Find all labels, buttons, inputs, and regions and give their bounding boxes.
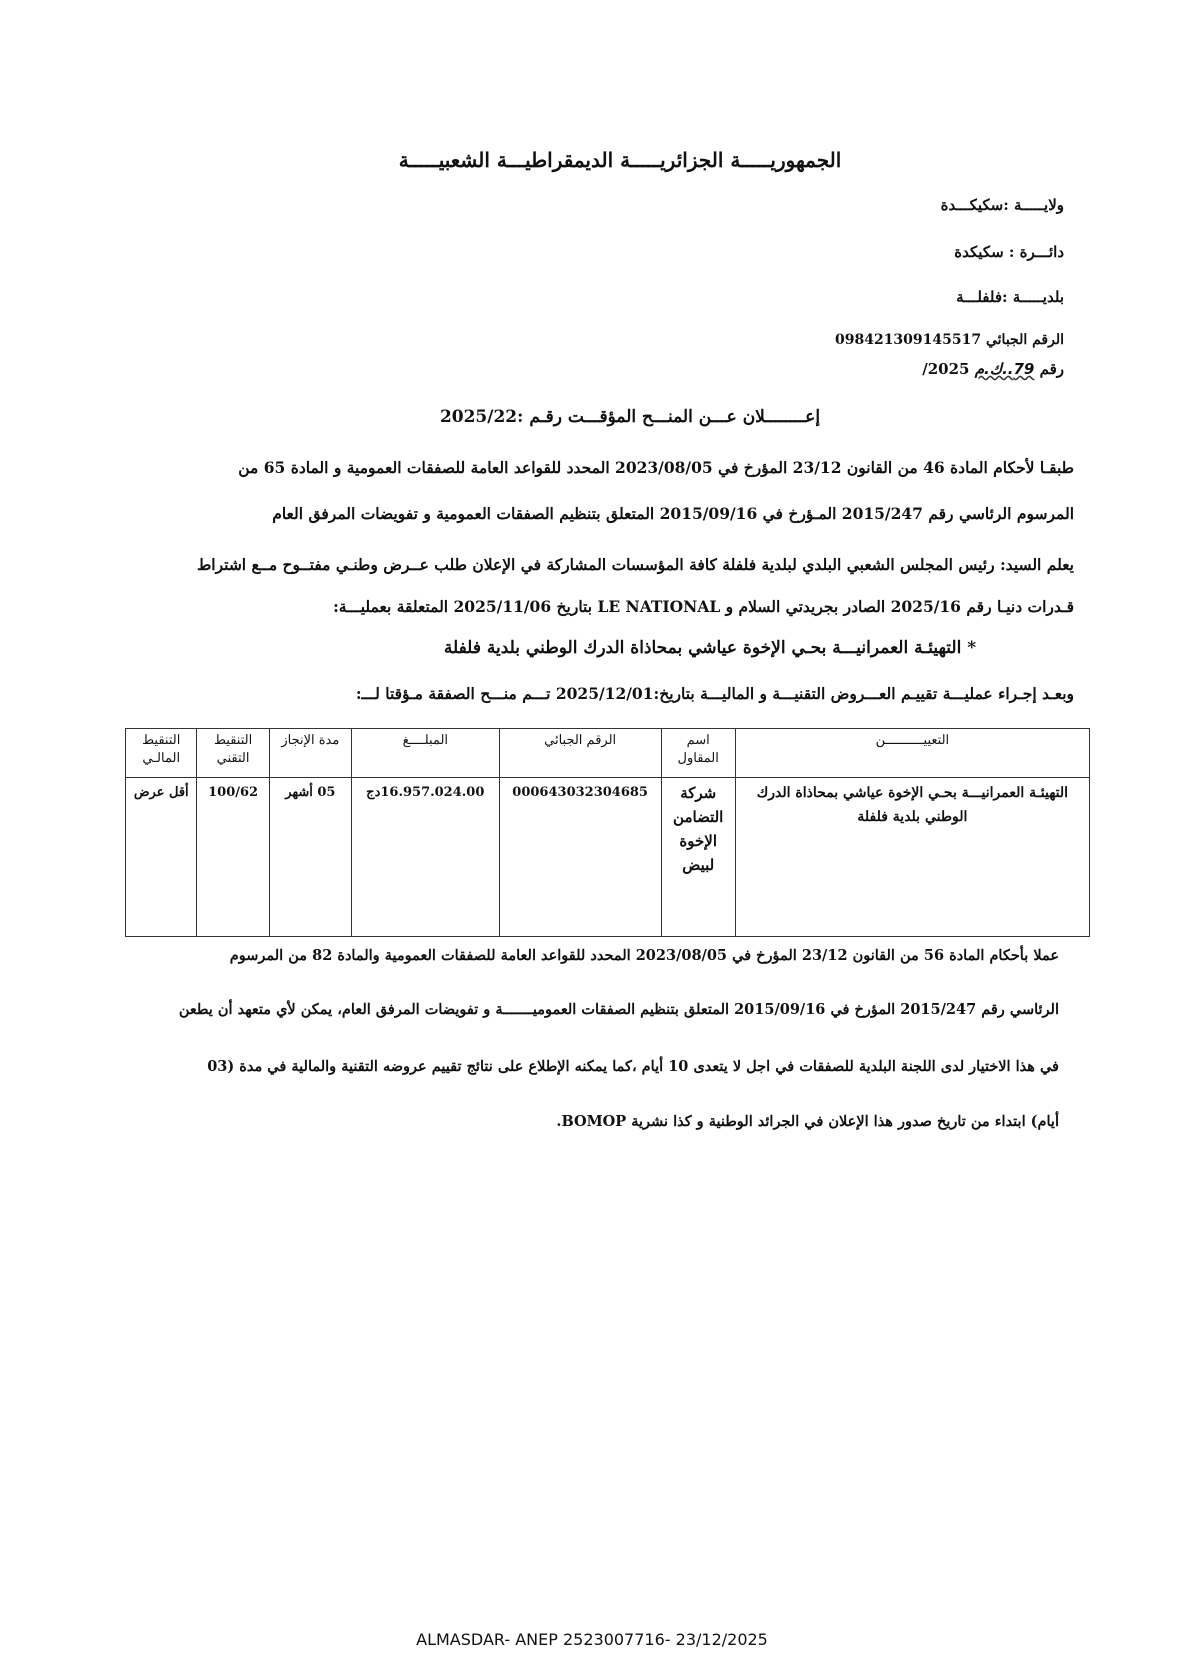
reference-label: رقم [1039,360,1064,378]
reference-handwritten: 79..ك.م [974,360,1035,378]
republic-heading: الجمهوريـــــة الجزائريـــــة الديمقراطيـــة الشعبيـــــة [398,148,842,172]
wilaya-label: ولايـــــة :سكيكـــدة [940,196,1064,214]
tax-id-label: الرقم الجبائي [985,332,1064,348]
award-table-header-row [126,729,1090,778]
cell-contractor: شركة التضامن الإخوة لبيض [661,778,735,937]
reference-line: رقم 79..ك.م /2025 [922,360,1064,378]
notice-line-1: يعلم السيد: رئيس المجلس الشعبي البلدي لبلدية فلفلة كافة المؤسسات المشاركة في الإعلان طلب عــرض وطنـي مفتــوح مــع اشتراط [196,555,1074,574]
daira-label: دائـــرة : سكيكدة [954,243,1064,261]
notice-line-2: قـدرات دنيـا رقم 2025/16 الصادر بجريدتي السلام و LE NATIONAL بتاريخ 2025/11/06 المتعلقة بعمليـــة: [333,597,1074,616]
header-fin-score: التنقيط المالـي [126,729,197,778]
header-duration: مدة الإنجاز [269,729,351,778]
legal-basis-line-1: طبقـا لأحكام المادة 46 من القانون 23/12 المؤرخ في 2023/08/05 المحدد للقواعد العامة للصفقات العمومية و المادة 65 من [238,458,1074,477]
appeal-line-4: أيام) ابتداء من تاريخ صدور هذا الإعلان في الجرائد الوطنية و كذا نشرية BOMOP. [556,1113,1059,1130]
cell-duration: 05 أشهر [269,778,351,937]
header-contractor: اسم المقاول [661,729,735,778]
header-tech-score: التنقيط التقني [197,729,269,778]
baladia-label: بلديـــــة :فلفلـــة [956,288,1064,306]
legal-basis-line-2: المرسوم الرئاسي رقم 2015/247 المـؤرخ في 2015/09/16 المتعلق بتنظيم الصفقات العمومية و تفويضات المرفق العام [272,504,1074,523]
cell-tax-id: 000643032304685 [499,778,661,937]
table-row [126,778,1090,937]
header-designation: التعييــــــــــن [735,729,1089,778]
tax-id-value: 098421309145517 [834,332,982,348]
tax-id-line [835,332,1064,348]
cell-tech-score: 100/62 [197,778,269,937]
header-amount: المبلــــغ [351,729,499,778]
operation-title: * التهيئـة العمرانيـــة بحـي الإخوة عياشي بمحاذاة الدرك الوطني بلدية فلفلة [443,638,977,658]
cell-amount: 16.957.024.00دج [351,778,499,937]
evaluation-line: وبعـد إجـراء عمليـــة تقييـم العـــروض التقنيـــة و الماليـــة بتاريخ:2025/12/01 تـــم منـــح الصفقة مـؤقتا لـــ: [355,684,1074,703]
award-table [125,728,1090,937]
publication-footer: ALMASDAR- ANEP 2523007716- 23/12/2025 [416,1630,768,1649]
appeal-line-2: الرئاسي رقم 2015/247 المؤرخ في 2015/09/16 المتعلق بتنظيم الصفقات العموميـــــــة و تفويضات المرفق العام، يمكن لأي متعهد أن يطعن [178,1001,1059,1018]
header-tax-id: الرقم الجبائي [499,729,661,778]
cell-designation: التهيئـة العمرانيـــة بحـي الإخوة عياشي بمحاذاة الدرك الوطني بلدية فلفلة [735,778,1089,937]
cell-fin-score: أقل عرض [126,778,197,937]
appeal-line-3: في هذا الاختيار لدى اللجنة البلدية للصفقات في اجل لا يتعدى 10 أيام ،كما يمكنه الإطلاع على نتائج تقييم عروضه التقنية والمالية في مدة (03 [207,1058,1059,1075]
appeal-line-1: عملا بأحكام المادة 56 من القانون 23/12 المؤرخ في 2023/08/05 المحدد للقواعد العامة للصفقات العمومية والمادة 82 من المرسوم [229,947,1059,964]
announcement-title: إعــــــــلان عـــن المنـــح المؤقـــت رقـم :2025/22 [439,407,821,427]
